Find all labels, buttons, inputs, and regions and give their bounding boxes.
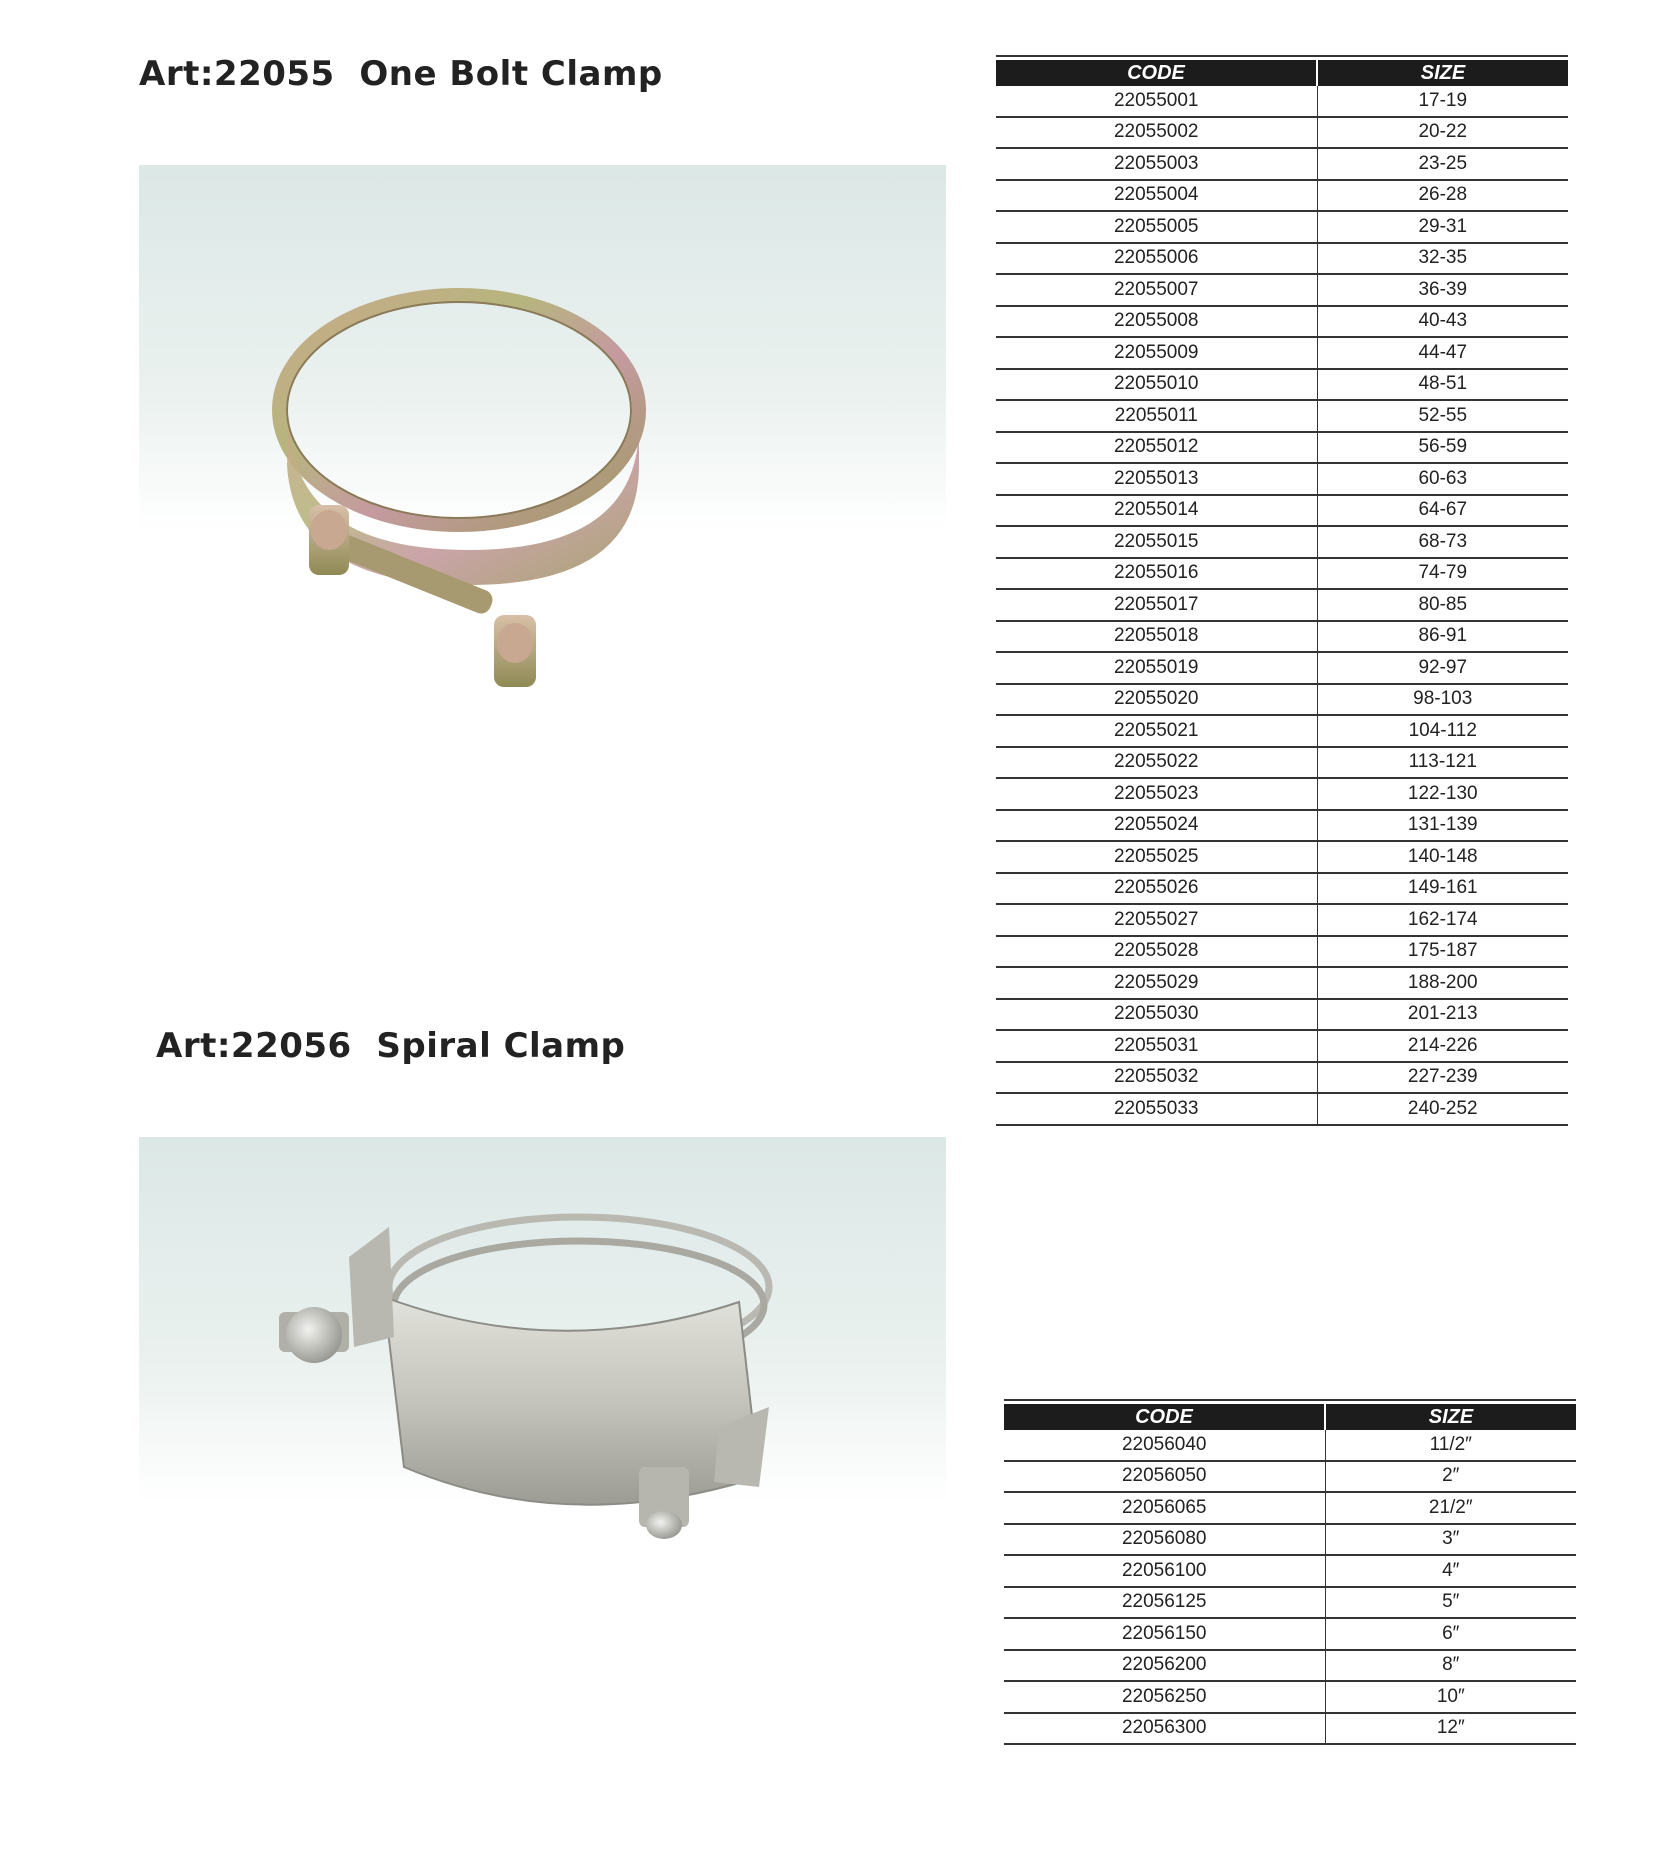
- size-cell: 201-213: [1317, 999, 1568, 1031]
- code-cell: 22055029: [996, 967, 1317, 999]
- code-cell: 22055011: [996, 400, 1317, 432]
- code-cell: 22055012: [996, 432, 1317, 464]
- size-cell: 52-55: [1317, 400, 1568, 432]
- header-size: SIZE: [1317, 60, 1568, 86]
- code-cell: 22055001: [996, 86, 1317, 117]
- code-cell: 22055030: [996, 999, 1317, 1031]
- table-row: [1004, 1650, 1576, 1682]
- size-cell: 23-25: [1317, 148, 1568, 180]
- code-cell: 22055032: [996, 1062, 1317, 1094]
- table-row: [996, 86, 1568, 117]
- code-cell: 22055018: [996, 621, 1317, 653]
- header-code: CODE: [1004, 1404, 1325, 1430]
- spiral-clamp-image: [139, 1137, 946, 1727]
- code-cell: 22055004: [996, 180, 1317, 212]
- table-row: [996, 652, 1568, 684]
- table-row: [1004, 1681, 1576, 1713]
- table-row: [996, 747, 1568, 779]
- table-row: [996, 400, 1568, 432]
- table-row: [1004, 1461, 1576, 1493]
- code-cell: 22055014: [996, 495, 1317, 527]
- code-cell: 22056100: [1004, 1555, 1325, 1587]
- code-cell: 22056250: [1004, 1681, 1325, 1713]
- code-cell: 22055016: [996, 558, 1317, 590]
- code-cell: 22055002: [996, 117, 1317, 149]
- size-cell: 10″: [1325, 1681, 1576, 1713]
- code-cell: 22055020: [996, 684, 1317, 716]
- size-cell: 20-22: [1317, 117, 1568, 149]
- code-cell: 22056080: [1004, 1524, 1325, 1556]
- size-cell: 60-63: [1317, 463, 1568, 495]
- code-cell: 22055010: [996, 369, 1317, 401]
- size-cell: 26-28: [1317, 180, 1568, 212]
- size-cell: 122-130: [1317, 778, 1568, 810]
- table-row: [996, 841, 1568, 873]
- code-cell: 22055013: [996, 463, 1317, 495]
- code-cell: 22056040: [1004, 1430, 1325, 1461]
- table-row: [996, 495, 1568, 527]
- size-cell: 32-35: [1317, 243, 1568, 275]
- table-row: [996, 810, 1568, 842]
- size-cell: 36-39: [1317, 274, 1568, 306]
- code-cell: 22055024: [996, 810, 1317, 842]
- table-row: [996, 432, 1568, 464]
- code-cell: 22055008: [996, 306, 1317, 338]
- size-cell: 29-31: [1317, 211, 1568, 243]
- table-row: [996, 1030, 1568, 1062]
- table-row: [1004, 1587, 1576, 1619]
- size-cell: 17-19: [1317, 86, 1568, 117]
- size-cell: 104-112: [1317, 715, 1568, 747]
- spec-table-22056: [1004, 1399, 1576, 1745]
- size-cell: 11/2″: [1325, 1430, 1576, 1461]
- code-cell: 22055025: [996, 841, 1317, 873]
- table-row: [996, 243, 1568, 275]
- size-cell: 6″: [1325, 1618, 1576, 1650]
- table-row: [996, 715, 1568, 747]
- size-cell: 2″: [1325, 1461, 1576, 1493]
- code-cell: 22055033: [996, 1093, 1317, 1125]
- size-cell: 68-73: [1317, 526, 1568, 558]
- size-cell: 80-85: [1317, 589, 1568, 621]
- code-cell: 22056150: [1004, 1618, 1325, 1650]
- header-code: CODE: [996, 60, 1317, 86]
- table-row: [996, 306, 1568, 338]
- code-cell: 22055022: [996, 747, 1317, 779]
- size-cell: 131-139: [1317, 810, 1568, 842]
- size-cell: 40-43: [1317, 306, 1568, 338]
- code-cell: 22055028: [996, 936, 1317, 968]
- size-cell: 4″: [1325, 1555, 1576, 1587]
- spiral-clamp-photo: [139, 1137, 946, 1727]
- size-cell: 188-200: [1317, 967, 1568, 999]
- code-cell: 22055006: [996, 243, 1317, 275]
- table-row: [996, 211, 1568, 243]
- code-cell: 22056065: [1004, 1492, 1325, 1524]
- one-bolt-clamp-photo: [139, 165, 946, 755]
- spec-table-22055: [996, 55, 1568, 1126]
- size-cell: 227-239: [1317, 1062, 1568, 1094]
- size-cell: 149-161: [1317, 873, 1568, 905]
- section1-title: Art:22055 One Bolt Clamp: [139, 54, 663, 94]
- code-cell: 22055005: [996, 211, 1317, 243]
- table-row: [996, 684, 1568, 716]
- size-cell: 44-47: [1317, 337, 1568, 369]
- size-cell: 92-97: [1317, 652, 1568, 684]
- table-row: [1004, 1492, 1576, 1524]
- size-cell: 21/2″: [1325, 1492, 1576, 1524]
- code-cell: 22055031: [996, 1030, 1317, 1062]
- size-cell: 12″: [1325, 1713, 1576, 1745]
- size-cell: 74-79: [1317, 558, 1568, 590]
- size-cell: 86-91: [1317, 621, 1568, 653]
- table-row: [996, 1062, 1568, 1094]
- table-row: [996, 369, 1568, 401]
- size-cell: 56-59: [1317, 432, 1568, 464]
- size-cell: 98-103: [1317, 684, 1568, 716]
- code-cell: 22055023: [996, 778, 1317, 810]
- table-row: [996, 526, 1568, 558]
- header-size: SIZE: [1325, 1404, 1576, 1430]
- table-row: [996, 904, 1568, 936]
- table-header-row: [1004, 1404, 1576, 1430]
- size-cell: 64-67: [1317, 495, 1568, 527]
- size-cell: 48-51: [1317, 369, 1568, 401]
- size-cell: 5″: [1325, 1587, 1576, 1619]
- size-cell: 113-121: [1317, 747, 1568, 779]
- table-row: [996, 936, 1568, 968]
- table-row: [996, 621, 1568, 653]
- table-row: [996, 1093, 1568, 1125]
- table-row: [1004, 1524, 1576, 1556]
- table-row: [996, 558, 1568, 590]
- code-cell: 22055017: [996, 589, 1317, 621]
- code-cell: 22055007: [996, 274, 1317, 306]
- table-row: [996, 999, 1568, 1031]
- table-row: [996, 274, 1568, 306]
- table-row: [996, 180, 1568, 212]
- code-cell: 22055021: [996, 715, 1317, 747]
- code-cell: 22055026: [996, 873, 1317, 905]
- table-row: [996, 148, 1568, 180]
- size-cell: 214-226: [1317, 1030, 1568, 1062]
- section2-title: Art:22056 Spiral Clamp: [156, 1026, 626, 1066]
- table-row: [996, 873, 1568, 905]
- size-cell: 8″: [1325, 1650, 1576, 1682]
- code-cell: 22055027: [996, 904, 1317, 936]
- code-cell: 22055015: [996, 526, 1317, 558]
- table-row: [1004, 1618, 1576, 1650]
- code-cell: 22055003: [996, 148, 1317, 180]
- table-row: [996, 778, 1568, 810]
- size-cell: 162-174: [1317, 904, 1568, 936]
- size-cell: 240-252: [1317, 1093, 1568, 1125]
- table-header-row: [996, 60, 1568, 86]
- table-row: [1004, 1713, 1576, 1745]
- table-row: [1004, 1555, 1576, 1587]
- table-row: [996, 117, 1568, 149]
- table-row: [996, 589, 1568, 621]
- code-cell: 22055019: [996, 652, 1317, 684]
- code-cell: 22055009: [996, 337, 1317, 369]
- size-cell: 3″: [1325, 1524, 1576, 1556]
- table-row: [1004, 1430, 1576, 1461]
- table-row: [996, 337, 1568, 369]
- code-cell: 22056125: [1004, 1587, 1325, 1619]
- size-cell: 140-148: [1317, 841, 1568, 873]
- code-cell: 22056050: [1004, 1461, 1325, 1493]
- size-cell: 175-187: [1317, 936, 1568, 968]
- code-cell: 22056300: [1004, 1713, 1325, 1745]
- one-bolt-clamp-image: [139, 165, 946, 755]
- table-row: [996, 967, 1568, 999]
- table-row: [996, 463, 1568, 495]
- code-cell: 22056200: [1004, 1650, 1325, 1682]
